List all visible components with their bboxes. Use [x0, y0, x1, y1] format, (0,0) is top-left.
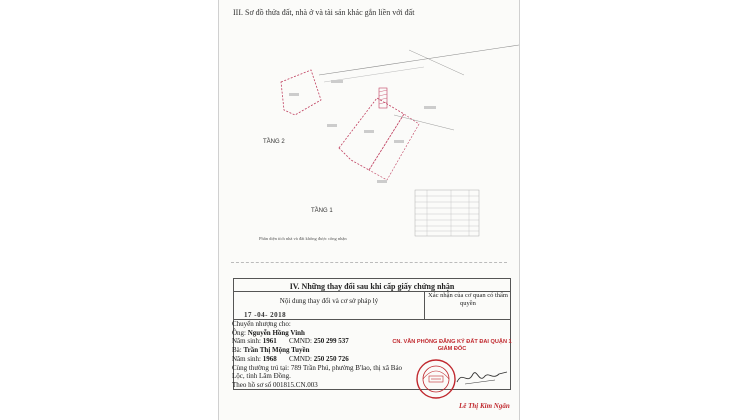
person-1-details: Năm sinh: 1961 CMND: 250 299 537 [232, 337, 349, 346]
address-text: Cùng thường trú tại: 789 Trần Phú, phường B'lao, thị xã Bảo Lộc, tỉnh Lâm Đồng. [232, 363, 403, 381]
floor-2-label: TẦNG 2 [263, 139, 285, 145]
table-column-divider [424, 291, 425, 319]
section-iii-title: III. Sơ đồ thửa đất, nhà ở và tài sản khác gắn liền với đất [233, 8, 415, 17]
change-content [232, 320, 412, 390]
land-plot-diagram [219, 20, 519, 250]
confirm-column-header: Xác nhận của cơ quan có thẩm quyền [428, 292, 508, 307]
section-divider [231, 262, 507, 263]
person-1-row: Ông: Nguyễn Hồng Vinh [232, 328, 305, 337]
plot-diagram-svg [219, 20, 519, 250]
official-seal-icon [415, 358, 457, 400]
file-reference: Theo hồ sơ số 001815.CN.003 [232, 380, 318, 389]
person-2-details: Năm sinh: 1968 CMND: 250 250 726 [232, 354, 349, 363]
person-2-name: Trần Thị Mộng Tuyền [243, 346, 310, 355]
office-stamp-text: CN. VĂN PHÒNG ĐĂNG KÝ ĐẤT ĐAI QUẬN 1 GIÁM ĐỐC [392, 339, 512, 352]
floor-1-label: TẦNG 1 [311, 208, 333, 214]
document-page [218, 0, 520, 420]
transfer-heading: Chuyển nhượng cho: [232, 320, 291, 328]
signature-icon [455, 364, 509, 390]
person-2-row: Bà: Trần Thị Mộng Tuyền [232, 346, 310, 355]
content-column-header: Nội dung thay đổi và cơ sở pháp lý [279, 297, 379, 305]
person-1-name: Nguyễn Hồng Vinh [247, 328, 305, 337]
date-stamp: 17 -04- 2018 [244, 311, 287, 319]
diagram-note: Phần diện tích nhà và đất không được công nhận [259, 236, 347, 241]
section-iv-title: IV. Những thay đổi sau khi cấp giấy chứng nhận [289, 282, 455, 291]
signer-name: Lê Thị Kim Ngân [459, 402, 510, 410]
